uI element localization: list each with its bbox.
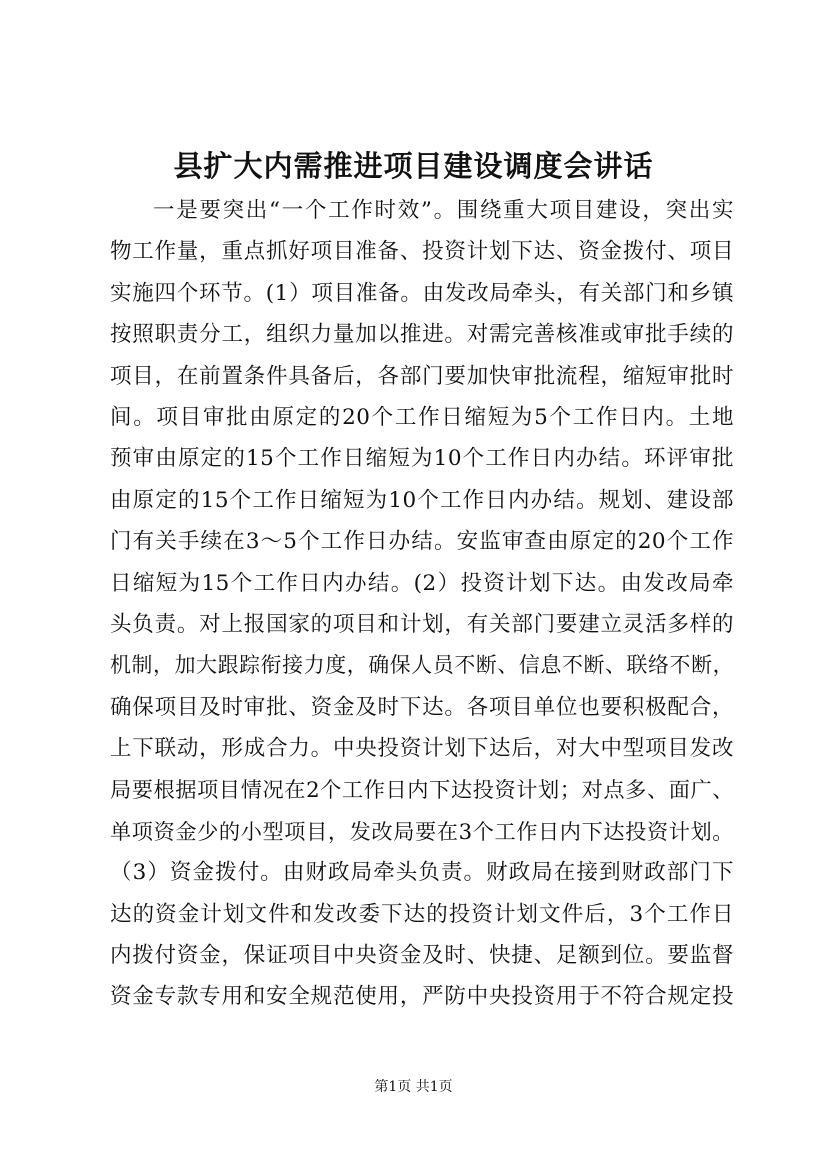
body-line: 资金专款专用和安全规范使用，严防中央投资用于不符合规定投 bbox=[110, 984, 734, 1010]
body-line: 预审由原定的15个工作日缩短为10个工作日内办结。环评审批 bbox=[110, 446, 734, 472]
page-footer: 第1页 共1页 bbox=[374, 1079, 453, 1095]
body-line: （3）资金拨付。由财政局牵头负责。财政局在接到财政部门下 bbox=[110, 860, 734, 886]
body-line: 项目，在前置条件具备后，各部门要加快审批流程，缩短审批时 bbox=[110, 363, 734, 389]
body-line: 达的资金计划文件和发改委下达的投资计划文件后，3个工作日 bbox=[110, 901, 734, 927]
body-line: 日缩短为15个工作日内办结。(2）投资计划下达。由发改局牵 bbox=[110, 570, 734, 596]
body-line: 由原定的15个工作日缩短为10个工作日内办结。规划、建设部 bbox=[110, 487, 734, 513]
document-title: 县扩大内需推进项目建设调度会讲话 bbox=[173, 149, 654, 183]
body-line: 上下联动，形成合力。中央投资计划下达后，对大中型项目发改 bbox=[110, 736, 734, 762]
body-line: 局要根据项目情况在2个工作日内下达投资计划；对点多、面广、 bbox=[110, 777, 734, 803]
body-line: 间。项目审批由原定的20个工作日缩短为5个工作日内。土地 bbox=[110, 404, 734, 430]
body-line: 按照职责分工，组织力量加以推进。对需完善核准或审批手续的 bbox=[110, 322, 734, 348]
body-line: 头负责。对上报国家的项目和计划，有关部门要建立灵活多样的 bbox=[110, 611, 734, 637]
body-line: 一是要突出“一个工作时效”。围绕重大项目建设，突出实 bbox=[153, 198, 734, 223]
body-line: 物工作量，重点抓好项目准备、投资计划下达、资金拨付、项目 bbox=[110, 239, 734, 265]
body-line: 机制，加大跟踪衔接力度，确保人员不断、信息不断、联络不断， bbox=[110, 653, 734, 678]
body-line: 实施四个环节。(1）项目准备。由发改局牵头，有关部门和乡镇 bbox=[110, 280, 734, 306]
body-line: 门有关手续在3～5个工作日办结。安监审查由原定的20个工作 bbox=[110, 529, 734, 555]
body-line: 内拨付资金，保证项目中央资金及时、快捷、足额到位。要监督 bbox=[110, 943, 734, 969]
body-line: 单项资金少的小型项目，发改局要在3个工作日内下达投资计划。 bbox=[110, 818, 734, 844]
document-body bbox=[110, 190, 734, 1018]
body-line: 确保项目及时审批、资金及时下达。各项目单位也要积极配合， bbox=[110, 694, 734, 720]
